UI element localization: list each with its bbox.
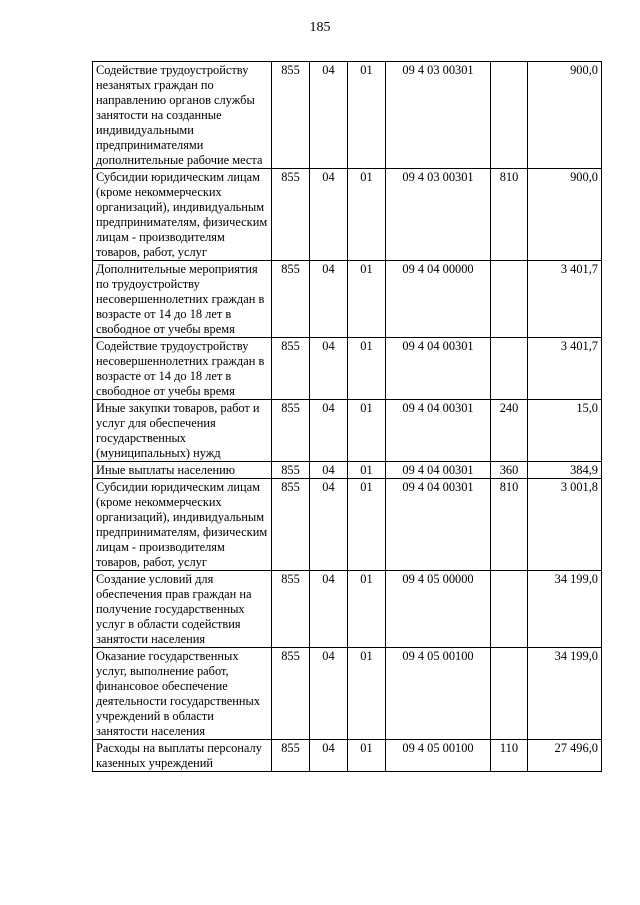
row-rz-cell: 04: [310, 400, 348, 462]
row-vr-cell: [491, 571, 528, 648]
row-vr-cell: [491, 338, 528, 400]
table-row: [93, 740, 602, 772]
row-vr-cell: 810: [491, 479, 528, 571]
row-vr-cell: 360: [491, 462, 528, 479]
row-name-cell: Создание условий для обеспечения прав граждан на получение государственных услуг в области содействия занятости населения: [93, 571, 272, 648]
row-rz-cell: 04: [310, 462, 348, 479]
row-csr-cell: 09 4 05 00100: [386, 740, 491, 772]
table-row: [93, 261, 602, 338]
row-ved-cell: 855: [272, 338, 310, 400]
row-pr-cell: 01: [348, 62, 386, 169]
row-ved-cell: 855: [272, 571, 310, 648]
row-vr-cell: 240: [491, 400, 528, 462]
row-csr-cell: 09 4 03 00301: [386, 169, 491, 261]
row-ved-cell: 855: [272, 62, 310, 169]
row-ved-cell: 855: [272, 648, 310, 740]
row-ved-cell: 855: [272, 400, 310, 462]
row-sum-cell: 34 199,0: [528, 571, 602, 648]
row-rz-cell: 04: [310, 740, 348, 772]
row-sum-cell: 27 496,0: [528, 740, 602, 772]
row-vr-cell: [491, 62, 528, 169]
table-row: [93, 462, 602, 479]
row-sum-cell: 34 199,0: [528, 648, 602, 740]
row-ved-cell: 855: [272, 740, 310, 772]
row-pr-cell: 01: [348, 462, 386, 479]
row-csr-cell: 09 4 04 00301: [386, 338, 491, 400]
page-number: 185: [309, 20, 331, 35]
row-csr-cell: 09 4 04 00301: [386, 462, 491, 479]
row-name-cell: Дополнительные мероприятия по трудоустройству несовершеннолетних граждан в возрасте от 14 до 18 лет в свободное от учебы время: [93, 261, 272, 338]
row-pr-cell: 01: [348, 169, 386, 261]
row-pr-cell: 01: [348, 479, 386, 571]
table-row: [93, 571, 602, 648]
budget-table: [92, 61, 602, 772]
row-sum-cell: 15,0: [528, 400, 602, 462]
row-name-cell: Иные выплаты населению: [93, 462, 272, 479]
row-ved-cell: 855: [272, 261, 310, 338]
row-rz-cell: 04: [310, 571, 348, 648]
row-rz-cell: 04: [310, 169, 348, 261]
row-name-cell: Субсидии юридическим лицам (кроме некоммерческих организаций), индивидуальным предпринимателям, физическим лицам - производителям товаров, работ, услуг: [93, 479, 272, 571]
row-vr-cell: [491, 648, 528, 740]
row-ved-cell: 855: [272, 479, 310, 571]
table-row: [93, 648, 602, 740]
row-sum-cell: 900,0: [528, 169, 602, 261]
row-name-cell: Оказание государственных услуг, выполнение работ, финансовое обеспечение деятельности государственных учреждений в области занятости населения: [93, 648, 272, 740]
row-sum-cell: 384,9: [528, 462, 602, 479]
row-pr-cell: 01: [348, 400, 386, 462]
row-name-cell: Иные закупки товаров, работ и услуг для обеспечения государственных (муниципальных) нужд: [93, 400, 272, 462]
row-csr-cell: 09 4 04 00301: [386, 400, 491, 462]
row-name-cell: Содействие трудоустройству несовершеннолетних граждан в возрасте от 14 до 18 лет в свободное от учебы время: [93, 338, 272, 400]
row-csr-cell: 09 4 03 00301: [386, 62, 491, 169]
table-row: [93, 400, 602, 462]
row-csr-cell: 09 4 05 00000: [386, 571, 491, 648]
row-pr-cell: 01: [348, 648, 386, 740]
table-row: [93, 338, 602, 400]
row-csr-cell: 09 4 04 00301: [386, 479, 491, 571]
row-rz-cell: 04: [310, 338, 348, 400]
table-row: [93, 169, 602, 261]
row-name-cell: Расходы на выплаты персоналу казенных учреждений: [93, 740, 272, 772]
row-csr-cell: 09 4 05 00100: [386, 648, 491, 740]
row-ved-cell: 855: [272, 169, 310, 261]
row-sum-cell: 3 001,8: [528, 479, 602, 571]
row-sum-cell: 3 401,7: [528, 338, 602, 400]
row-name-cell: Субсидии юридическим лицам (кроме некоммерческих организаций), индивидуальным предпринимателям, физическим лицам - производителям товаров, работ, услуг: [93, 169, 272, 261]
row-csr-cell: 09 4 04 00000: [386, 261, 491, 338]
row-pr-cell: 01: [348, 571, 386, 648]
row-vr-cell: 110: [491, 740, 528, 772]
table-row: [93, 62, 602, 169]
row-rz-cell: 04: [310, 648, 348, 740]
row-pr-cell: 01: [348, 261, 386, 338]
budget-table-body: [93, 62, 602, 772]
row-sum-cell: 900,0: [528, 62, 602, 169]
row-name-cell: Содействие трудоустройству незанятых граждан по направлению органов службы занятости на созданные индивидуальными предпринимателями дополнительные рабочие места: [93, 62, 272, 169]
row-vr-cell: [491, 261, 528, 338]
row-rz-cell: 04: [310, 261, 348, 338]
table-row: [93, 479, 602, 571]
row-rz-cell: 04: [310, 479, 348, 571]
row-pr-cell: 01: [348, 740, 386, 772]
row-pr-cell: 01: [348, 338, 386, 400]
row-sum-cell: 3 401,7: [528, 261, 602, 338]
row-ved-cell: 855: [272, 462, 310, 479]
row-vr-cell: 810: [491, 169, 528, 261]
row-rz-cell: 04: [310, 62, 348, 169]
